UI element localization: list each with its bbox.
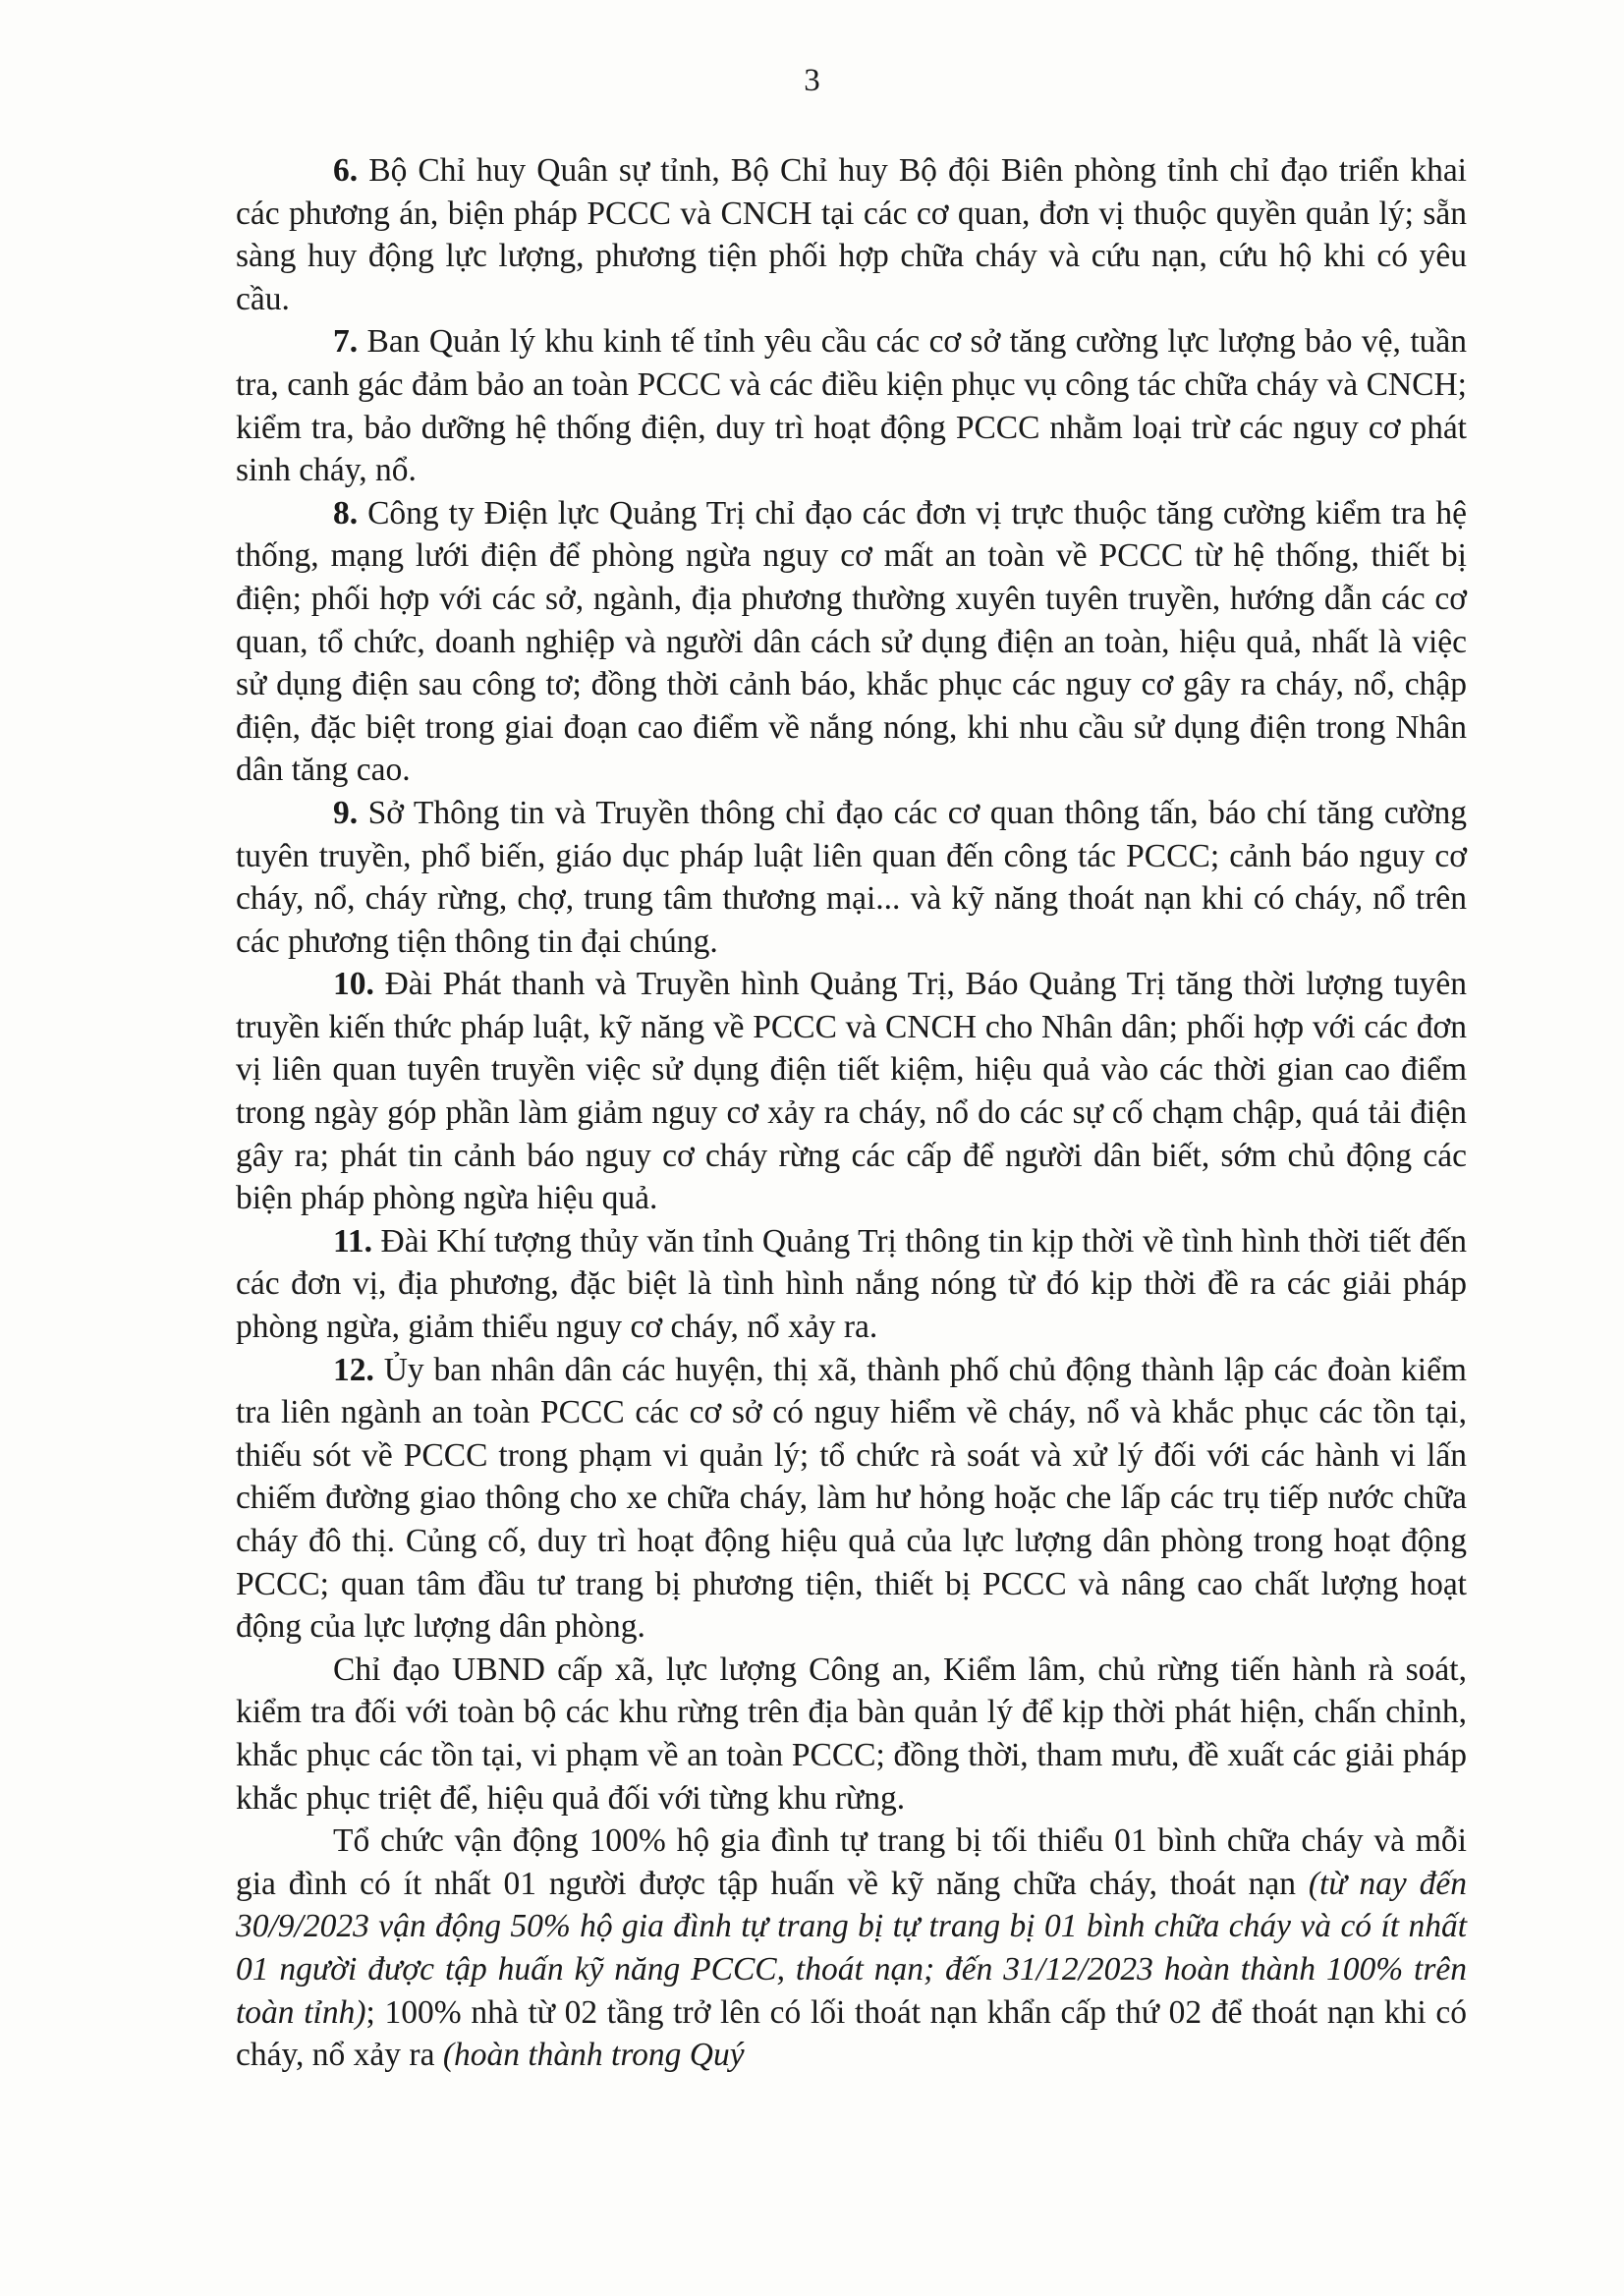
paragraph-item-8 xyxy=(236,492,1467,792)
paragraph-text-part1: Tổ chức vận động 100% hộ gia đình tự trang bị tối thiểu 01 bình chữa cháy và mỗi gia đình có ít nhất 01 người được tập huấn về kỹ năng chữa cháy, thoát nạn xyxy=(236,1822,1467,1902)
paragraph-italic-note-2: (hoàn thành trong Quý xyxy=(442,2037,745,2074)
paragraph-item-6 xyxy=(236,149,1467,320)
paragraph-text: Chỉ đạo UBND cấp xã, lực lượng Công an, Kiểm lâm, chủ rừng tiến hành rà soát, kiểm tra đối với toàn bộ các khu rừng trên địa bàn quản lý để kịp thời phát hiện, chấn chỉnh, khắc phục các tồn tại, vi phạm về an toàn PCCC; đồng thời, tham mưu, đề xuất các giải pháp khắc phục triệt để, hiệu quả đối với từng khu rừng. xyxy=(236,1651,1467,1817)
paragraph-text-part2: ; 100% nhà từ 02 tầng trở lên có lối thoát nạn khẩn cấp thứ 02 để thoát nạn khi có cháy, nổ xảy ra xyxy=(236,1993,1468,2074)
item-number: 8. xyxy=(333,494,359,532)
item-number: 11. xyxy=(333,1222,373,1260)
paragraph-text: Sở Thông tin và Truyền thông chỉ đạo các cơ quan thông tấn, báo chí tăng cường tuyên truyền, phổ biến, giáo dục pháp luật liên quan đến công tác PCCC; cảnh báo nguy cơ cháy, nổ, cháy rừng, chợ, trung tâm thương mại... và kỹ năng thoát nạn khi có cháy, nổ trên các phương tiện thông tin đại chúng. xyxy=(236,794,1467,960)
paragraph-forest-inspection xyxy=(236,1649,1467,1820)
paragraph-text: Đài Phát thanh và Truyền hình Quảng Trị, Báo Quảng Trị tăng thời lượng tuyên truyền kiến thức pháp luật, kỹ năng về PCCC và CNCH cho Nhân dân; phối hợp với các đơn vị liên quan tuyên truyền việc sử dụng điện tiết kiệm, hiệu quả vào các thời gian cao điểm trong ngày góp phần làm giảm nguy cơ xảy ra cháy, nổ do các sự cố chạm chập, quá tải điện gây ra; phát tin cảnh báo nguy cơ cháy rừng các cấp để người dân biết, sớm chủ động các biện pháp phòng ngừa hiệu quả. xyxy=(236,966,1467,1217)
paragraph-item-12 xyxy=(236,1349,1467,1649)
paragraph-text: Ban Quản lý khu kinh tế tỉnh yêu cầu các cơ sở tăng cường lực lượng bảo vệ, tuần tra, canh gác đảm bảo an toàn PCCC và các điều kiện phục vụ công tác chữa cháy và CNCH; kiểm tra, bảo dưỡng hệ thống điện, duy trì hoạt động PCCC nhằm loại trừ các nguy cơ phát sinh cháy, nổ. xyxy=(236,323,1467,489)
paragraph-item-7 xyxy=(236,320,1467,491)
paragraph-item-10 xyxy=(236,963,1467,1220)
paragraph-text: Đài Khí tượng thủy văn tỉnh Quảng Trị thông tin kịp thời về tình hình thời tiết đến các đơn vị, địa phương, đặc biệt là tình hình nắng nóng từ đó kịp thời đề ra các giải pháp phòng ngừa, giảm thiểu nguy cơ cháy, nổ xảy ra. xyxy=(236,1222,1467,1346)
paragraph-text: Công ty Điện lực Quảng Trị chỉ đạo các đơn vị trực thuộc tăng cường kiểm tra hệ thống, mạng lưới điện để phòng ngừa nguy cơ mất an toàn về PCCC từ hệ thống, thiết bị điện; phối hợp với các sở, ngành, địa phương thường xuyên tuyên truyền, hướng dẫn các cơ quan, tổ chức, doanh nghiệp và người dân cách sử dụng điện an toàn, hiệu quả, nhất là việc sử dụng điện sau công tơ; đồng thời cảnh báo, khắc phục các nguy cơ gây ra cháy, nổ, chập điện, đặc biệt trong giai đoạn cao điểm về nắng nóng, khi nhu cầu sử dụng điện trong Nhân dân tăng cao. xyxy=(236,494,1467,789)
paragraph-item-9 xyxy=(236,792,1467,963)
paragraph-text: Bộ Chỉ huy Quân sự tỉnh, Bộ Chỉ huy Bộ đội Biên phòng tỉnh chỉ đạo triển khai các phương án, biện pháp PCCC và CNCH tại các cơ quan, đơn vị thuộc quyền quản lý; sẵn sàng huy động lực lượng, phương tiện phối hợp chữa cháy và cứu nạn, cứu hộ khi có yêu cầu. xyxy=(236,152,1467,317)
item-number: 10. xyxy=(333,966,374,1003)
item-number: 7. xyxy=(333,323,359,361)
item-number: 12. xyxy=(333,1351,374,1388)
paragraph-text: Ủy ban nhân dân các huyện, thị xã, thành phố chủ động thành lập các đoàn kiểm tra liên ngành an toàn PCCC các cơ sở có nguy hiểm về cháy, nổ và khắc phục các tồn tại, thiếu sót về PCCC trong phạm vi quản lý; tổ chức rà soát và xử lý đối với các hành vi lấn chiếm đường giao thông cho xe chữa cháy, làm hư hỏng hoặc che lấp các trụ tiếp nước chữa cháy đô thị. Củng cố, duy trì hoạt động hiệu quả của lực lượng dân phòng trong hoạt động PCCC; quan tâm đầu tư trang bị phương tiện, thiết bị PCCC và nâng cao chất lượng hoạt động của lực lượng dân phòng. xyxy=(236,1351,1467,1646)
item-number: 9. xyxy=(333,794,359,831)
paragraph-item-11 xyxy=(236,1220,1467,1349)
paragraph-italic-note-1: (từ nay đến 30/9/2023 vận động 50% hộ gia đình tự trang bị tự trang bị 01 bình chữa cháy và có ít nhất 01 người được tập huấn kỹ năng PCCC, thoát nạn; đến 31/12/2023 hoàn thành 100% trên toàn tỉnh) xyxy=(236,1865,1467,2031)
paragraph-household-mobilization xyxy=(236,1820,1467,2077)
page-number: 3 xyxy=(804,63,820,98)
item-number: 6. xyxy=(333,152,359,189)
body-text xyxy=(236,149,1467,2077)
